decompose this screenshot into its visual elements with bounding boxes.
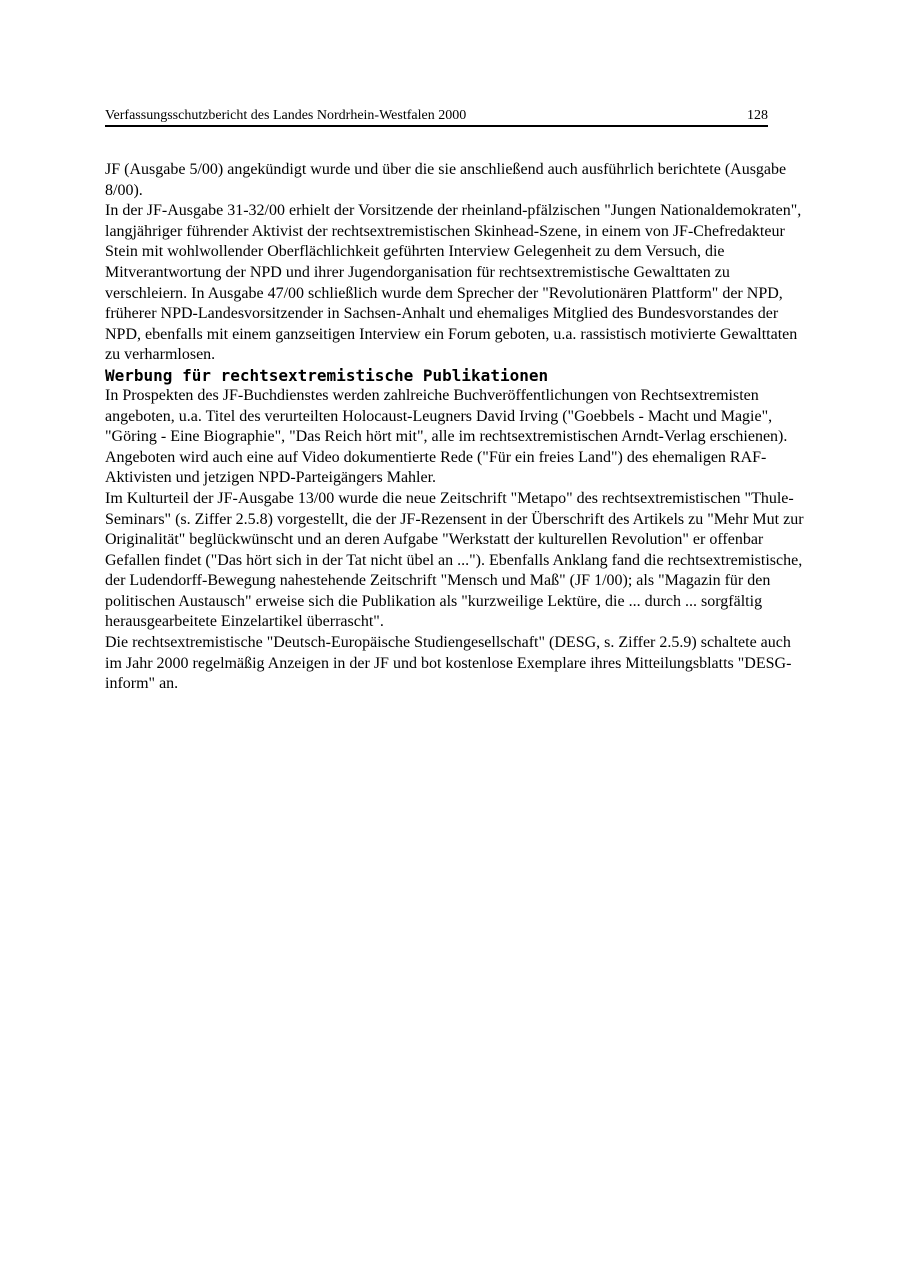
header-title: Verfassungsschutzbericht des Landes Nordrhein-Westfalen 2000 <box>105 108 467 123</box>
section-heading: Werbung für rechtsextremistische Publikationen <box>105 365 549 385</box>
page-header <box>105 107 768 127</box>
page-number: 128 <box>747 108 768 123</box>
body-paragraph: JF (Ausgabe 5/00) angekündigt wurde und über die sie anschließend auch ausführlich berichtete (Ausgabe 8/00). <box>105 161 787 199</box>
page-body <box>105 160 805 695</box>
body-paragraph: In Prospekten des JF-Buchdienstes werden zahlreiche Buchveröffentlichungen von Rechtsextremisten angeboten, u.a. Titel des verurteilten Holocaust-Leugners David Irving ("Goebbels - Macht und Magie", "Göring - Eine Biographie", "Das Reich hört mit", alle im rechtsextremistischen Arndt-Verlag erschienen). Angeboten wird auch eine auf Video dokumentierte Rede ("Für ein freies Land") des ehemaligen RAF-Aktivisten und jetzigen NPD-Parteigängers Mahler. <box>105 386 788 487</box>
body-paragraph: Im Kulturteil der JF-Ausgabe 13/00 wurde die neue Zeitschrift "Metapo" des rechtsextremistischen "Thule-Seminars" (s. Ziffer 2.5.8) vorgestellt, die der JF-Rezensent in der Überschrift des Artikels zu "Mehr Mut zur Originalität" beglückwünscht und an deren Aufgabe "Werkstatt der kulturellen Revolution" er offenbar Gefallen findet ("Das hört sich in der Tat nicht übel an ..."). Ebenfalls Anklang fand die rechtsextremistische, der Ludendorff-Bewegung nahestehende Zeitschrift "Mensch und Maß" (JF 1/00); als "Magazin für den politischen Austausch" erweise sich die Publikation als "kurzweilige Lektüre, die ... durch ... sorgfältig herausgearbeitete Einzelartikel überrascht". <box>105 489 804 631</box>
body-paragraph: Die rechtsextremistische "Deutsch-Europäische Studiengesellschaft" (DESG, s. Ziffer 2.5.9) schaltete auch im Jahr 2000 regelmäßig Anzeigen in der JF und bot kostenlose Exemplare ihres Mitteilungsblatts "DESG-inform" an. <box>105 634 792 693</box>
body-paragraph: In der JF-Ausgabe 31-32/00 erhielt der Vorsitzende der rheinland-pfälzischen "Jungen Nationaldemokraten", langjähriger führender Aktivist der rechtsextremistischen Skinhead-Szene, in einem von JF-Chefredakteur Stein mit wohlwollender Oberflächlichkeit geführten Interview Gelegenheit zu dem Versuch, die Mitverantwortung der NPD und ihrer Jugendorganisation für rechtsextremistische Gewalttaten zu verschleiern. In Ausgabe 47/00 schließlich wurde dem Sprecher der "Revolutionären Plattform" der NPD, früherer NPD-Landesvorsitzender in Sachsen-Anhalt und ehemaliges Mitglied des Bundesvorstandes der NPD, ebenfalls mit einem ganzseitigen Interview ein Forum geboten, u.a. rassistisch motivierte Gewalttaten zu verharmlosen. <box>105 202 802 364</box>
